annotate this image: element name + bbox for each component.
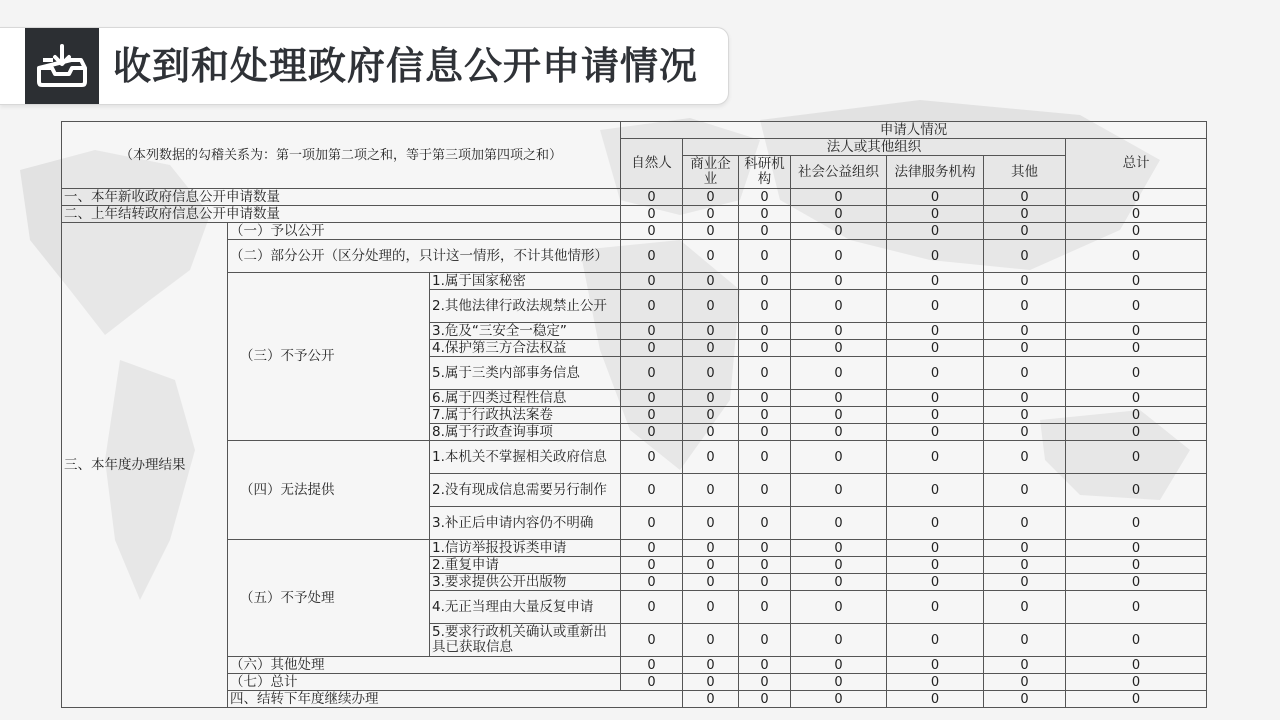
cell-value: 0 xyxy=(1066,390,1207,407)
cell-value: 0 xyxy=(621,407,683,424)
sub-label: 5.属于三类内部事务信息 xyxy=(430,357,621,390)
cell-value: 0 xyxy=(791,540,887,557)
cell-value: 0 xyxy=(887,657,984,674)
cell-value: 0 xyxy=(683,189,739,206)
cell-value: 0 xyxy=(1066,206,1207,223)
cell-value: 0 xyxy=(887,357,984,390)
natural-person-header: 自然人 xyxy=(621,139,683,189)
cell-value: 0 xyxy=(621,540,683,557)
cell-value: 0 xyxy=(621,507,683,540)
statistics-table xyxy=(61,121,1207,708)
cell-value: 0 xyxy=(887,474,984,507)
row-label: （七）总计 xyxy=(228,674,621,691)
sub-label: 8.属于行政查询事项 xyxy=(430,424,621,441)
cell-value: 0 xyxy=(887,290,984,323)
cell-value: 0 xyxy=(739,240,791,273)
cell-value: 0 xyxy=(683,240,739,273)
cell-value: 0 xyxy=(683,657,739,674)
cell-value: 0 xyxy=(683,441,739,474)
cell-value: 0 xyxy=(621,273,683,290)
section-label: 三、本年度办理结果 xyxy=(62,223,228,708)
cell-value: 0 xyxy=(791,691,887,708)
cell-value: 0 xyxy=(739,206,791,223)
cell-value: 0 xyxy=(887,691,984,708)
cell-value: 0 xyxy=(621,357,683,390)
total-header: 总计 xyxy=(1066,139,1207,189)
cell-value: 0 xyxy=(984,474,1066,507)
sub-label: 7.属于行政执法案卷 xyxy=(430,407,621,424)
cell-value: 0 xyxy=(791,591,887,624)
cell-value: 0 xyxy=(791,340,887,357)
cell-value: 0 xyxy=(887,557,984,574)
cell-value: 0 xyxy=(791,206,887,223)
table-row xyxy=(62,189,1207,206)
cell-value: 0 xyxy=(683,390,739,407)
cell-value: 0 xyxy=(791,507,887,540)
cell-value: 0 xyxy=(739,407,791,424)
intro-note: （本列数据的勾稽关系为：第一项加第二项之和，等于第三项加第四项之和） xyxy=(62,122,621,189)
cell-value: 0 xyxy=(887,223,984,240)
cell-value: 0 xyxy=(887,273,984,290)
cell-value: 0 xyxy=(739,574,791,591)
cell-value: 0 xyxy=(739,691,791,708)
cell-value: 0 xyxy=(739,357,791,390)
cell-value: 0 xyxy=(791,323,887,340)
cell-value: 0 xyxy=(791,674,887,691)
cell-value: 0 xyxy=(791,407,887,424)
cell-value: 0 xyxy=(621,624,683,657)
cell-value: 0 xyxy=(739,189,791,206)
sub-label: 4.保护第三方合法权益 xyxy=(430,340,621,357)
cell-value: 0 xyxy=(683,340,739,357)
cell-value: 0 xyxy=(739,540,791,557)
cell-value: 0 xyxy=(791,223,887,240)
group-label: （三）不予公开 xyxy=(228,273,430,441)
cell-value: 0 xyxy=(621,424,683,441)
cell-value: 0 xyxy=(621,340,683,357)
cell-value: 0 xyxy=(1066,574,1207,591)
cell-value: 0 xyxy=(984,407,1066,424)
cell-value: 0 xyxy=(683,674,739,691)
cell-value: 0 xyxy=(887,206,984,223)
cell-value: 0 xyxy=(739,557,791,574)
cell-value: 0 xyxy=(621,674,683,691)
sub-label: 2.重复申请 xyxy=(430,557,621,574)
cell-value: 0 xyxy=(791,474,887,507)
cell-value: 0 xyxy=(887,323,984,340)
cell-value: 0 xyxy=(887,674,984,691)
social-header: 社会公益组织 xyxy=(791,156,887,189)
cell-value: 0 xyxy=(739,424,791,441)
cell-value: 0 xyxy=(621,474,683,507)
cell-value: 0 xyxy=(791,290,887,323)
cell-value: 0 xyxy=(1066,474,1207,507)
cell-value: 0 xyxy=(683,624,739,657)
org-header: 法人或其他组织 xyxy=(683,139,1066,156)
cell-value: 0 xyxy=(621,657,683,674)
cell-value: 0 xyxy=(1066,507,1207,540)
table-row xyxy=(62,273,1207,290)
cell-value: 0 xyxy=(984,290,1066,323)
cell-value: 0 xyxy=(683,206,739,223)
cell-value: 0 xyxy=(887,340,984,357)
cell-value: 0 xyxy=(887,407,984,424)
cell-value: 0 xyxy=(984,557,1066,574)
cell-value: 0 xyxy=(683,357,739,390)
cell-value: 0 xyxy=(683,557,739,574)
cell-value: 0 xyxy=(739,507,791,540)
cell-value: 0 xyxy=(887,390,984,407)
legal-header: 法律服务机构 xyxy=(887,156,984,189)
cell-value: 0 xyxy=(791,557,887,574)
cell-value: 0 xyxy=(1066,223,1207,240)
cell-value: 0 xyxy=(1066,591,1207,624)
cell-value: 0 xyxy=(621,240,683,273)
cell-value: 0 xyxy=(791,424,887,441)
cell-value: 0 xyxy=(1066,674,1207,691)
cell-value: 0 xyxy=(984,189,1066,206)
cell-value: 0 xyxy=(1066,323,1207,340)
cell-value: 0 xyxy=(984,674,1066,691)
cell-value: 0 xyxy=(791,273,887,290)
cell-value: 0 xyxy=(739,390,791,407)
table-row xyxy=(62,674,1207,691)
cell-value: 0 xyxy=(621,441,683,474)
row-label: （二）部分公开（区分处理的，只计这一情形，不计其他情形） xyxy=(228,240,621,273)
cell-value: 0 xyxy=(887,507,984,540)
cell-value: 0 xyxy=(984,240,1066,273)
other-header: 其他 xyxy=(984,156,1066,189)
table-row xyxy=(62,223,1207,240)
cell-value: 0 xyxy=(1066,273,1207,290)
cell-value: 0 xyxy=(984,574,1066,591)
sub-label: 2.其他法律行政法规禁止公开 xyxy=(430,290,621,323)
inbox-download-icon xyxy=(25,28,99,104)
sub-label: 1.属于国家秘密 xyxy=(430,273,621,290)
cell-value: 0 xyxy=(621,574,683,591)
cell-value: 0 xyxy=(1066,540,1207,557)
row-label: 二、上年结转政府信息公开申请数量 xyxy=(62,206,621,223)
row-label: 一、本年新收政府信息公开申请数量 xyxy=(62,189,621,206)
cell-value: 0 xyxy=(683,540,739,557)
sub-label: 3.危及“三安全一稳定” xyxy=(430,323,621,340)
cell-value: 0 xyxy=(887,624,984,657)
cell-value: 0 xyxy=(739,624,791,657)
cell-value: 0 xyxy=(1066,624,1207,657)
cell-value: 0 xyxy=(1066,557,1207,574)
cell-value: 0 xyxy=(621,223,683,240)
cell-value: 0 xyxy=(984,206,1066,223)
sub-label: 1.本机关不掌握相关政府信息 xyxy=(430,441,621,474)
cell-value: 0 xyxy=(683,424,739,441)
table-row xyxy=(62,240,1207,273)
cell-value: 0 xyxy=(621,290,683,323)
cell-value: 0 xyxy=(739,323,791,340)
page-title: 收到和处理政府信息公开申请情况 xyxy=(113,44,699,88)
cell-value: 0 xyxy=(984,540,1066,557)
cell-value: 0 xyxy=(1066,657,1207,674)
cell-value: 0 xyxy=(739,273,791,290)
cell-value: 0 xyxy=(791,240,887,273)
table-row xyxy=(62,540,1207,557)
cell-value: 0 xyxy=(984,323,1066,340)
table-row xyxy=(62,657,1207,674)
cell-value: 0 xyxy=(1066,290,1207,323)
cell-value: 0 xyxy=(683,323,739,340)
cell-value: 0 xyxy=(984,223,1066,240)
cell-value: 0 xyxy=(887,189,984,206)
cell-value: 0 xyxy=(683,273,739,290)
cell-value: 0 xyxy=(621,323,683,340)
cell-value: 0 xyxy=(739,674,791,691)
cell-value: 0 xyxy=(887,441,984,474)
group-label: （五）不予处理 xyxy=(228,540,430,657)
cell-value: 0 xyxy=(984,691,1066,708)
cell-value: 0 xyxy=(1066,240,1207,273)
table-row xyxy=(62,206,1207,223)
cell-value: 0 xyxy=(1066,340,1207,357)
sub-label: 4.无正当理由大量反复申请 xyxy=(430,591,621,624)
cell-value: 0 xyxy=(1066,407,1207,424)
row-label: （六）其他处理 xyxy=(228,657,621,674)
cell-value: 0 xyxy=(621,557,683,574)
cell-value: 0 xyxy=(984,591,1066,624)
cell-value: 0 xyxy=(683,407,739,424)
cell-value: 0 xyxy=(1066,189,1207,206)
row-label: （一）予以公开 xyxy=(228,223,621,240)
cell-value: 0 xyxy=(791,574,887,591)
cell-value: 0 xyxy=(739,474,791,507)
group-label: （四）无法提供 xyxy=(228,441,430,540)
cell-value: 0 xyxy=(683,574,739,591)
cell-value: 0 xyxy=(739,223,791,240)
title-banner xyxy=(0,27,729,105)
business-header: 商业企业 xyxy=(683,156,739,189)
cell-value: 0 xyxy=(791,624,887,657)
cell-value: 0 xyxy=(984,340,1066,357)
cell-value: 0 xyxy=(1066,691,1207,708)
cell-value: 0 xyxy=(1066,424,1207,441)
cell-value: 0 xyxy=(984,657,1066,674)
cell-value: 0 xyxy=(984,624,1066,657)
table-row xyxy=(62,441,1207,474)
cell-value: 0 xyxy=(791,357,887,390)
cell-value: 0 xyxy=(887,574,984,591)
research-header: 科研机构 xyxy=(739,156,791,189)
cell-value: 0 xyxy=(739,441,791,474)
cell-value: 0 xyxy=(984,507,1066,540)
table-row xyxy=(62,691,1207,708)
cell-value: 0 xyxy=(739,340,791,357)
cell-value: 0 xyxy=(984,441,1066,474)
cell-value: 0 xyxy=(887,424,984,441)
cell-value: 0 xyxy=(984,357,1066,390)
cell-value: 0 xyxy=(791,441,887,474)
row-label: 四、结转下年度继续办理 xyxy=(228,691,683,708)
cell-value: 0 xyxy=(621,390,683,407)
cell-value: 0 xyxy=(683,290,739,323)
cell-value: 0 xyxy=(621,591,683,624)
cell-value: 0 xyxy=(683,223,739,240)
cell-value: 0 xyxy=(791,390,887,407)
applicant-header: 申请人情况 xyxy=(621,122,1207,139)
cell-value: 0 xyxy=(739,290,791,323)
cell-value: 0 xyxy=(791,189,887,206)
cell-value: 0 xyxy=(887,540,984,557)
cell-value: 0 xyxy=(1066,357,1207,390)
cell-value: 0 xyxy=(621,189,683,206)
cell-value: 0 xyxy=(739,591,791,624)
cell-value: 0 xyxy=(683,507,739,540)
cell-value: 0 xyxy=(621,206,683,223)
cell-value: 0 xyxy=(739,657,791,674)
sub-label: 3.补正后申请内容仍不明确 xyxy=(430,507,621,540)
cell-value: 0 xyxy=(683,474,739,507)
cell-value: 0 xyxy=(984,390,1066,407)
cell-value: 0 xyxy=(791,657,887,674)
cell-value: 0 xyxy=(683,591,739,624)
sub-label: 5.要求行政机关确认或重新出具已获取信息 xyxy=(430,624,621,657)
cell-value: 0 xyxy=(887,240,984,273)
cell-value: 0 xyxy=(683,691,739,708)
sub-label: 2.没有现成信息需要另行制作 xyxy=(430,474,621,507)
sub-label: 6.属于四类过程性信息 xyxy=(430,390,621,407)
cell-value: 0 xyxy=(984,424,1066,441)
cell-value: 0 xyxy=(984,273,1066,290)
sub-label: 1.信访举报投诉类申请 xyxy=(430,540,621,557)
sub-label: 3.要求提供公开出版物 xyxy=(430,574,621,591)
cell-value: 0 xyxy=(887,591,984,624)
cell-value: 0 xyxy=(1066,441,1207,474)
